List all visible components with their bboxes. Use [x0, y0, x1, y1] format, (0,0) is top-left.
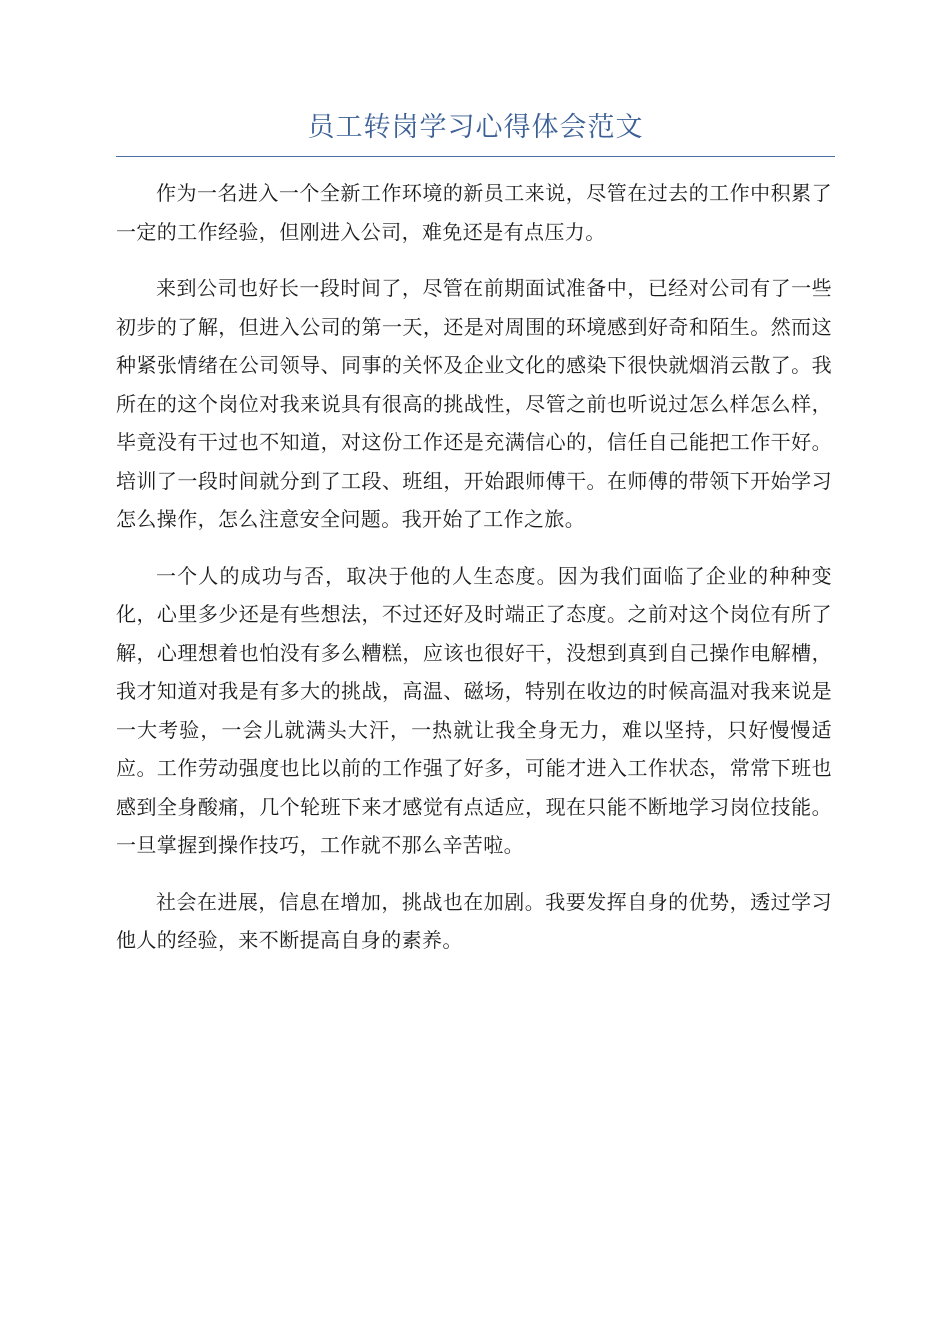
document-title: 员工转岗学习心得体会范文: [307, 112, 644, 143]
paragraph-2: 来到公司也好长一段时间了，尽管在前期面试准备中，已经对公司有了一些初步的了解，但进入公司的第一天，还是对周围的环境感到好奇和陌生。然而这种紧张情绪在公司领导、同事的关怀及企业文化的感染下很快就烟消云散了。我所在的这个岗位对我来说具有很高的挑战性，尽管之前也听说过怎么样怎么样，毕竟没有干过也不知道，对这份工作还是充满信心的，信任自己能把工作干好。培训了一段时间就分到了工段、班组，开始跟师傅干。在师傅的带领下开始学习怎么操作，怎么注意安全问题。我开始了工作之旅。: [116, 276, 832, 531]
document-body: [116, 174, 832, 978]
title-block: [116, 108, 835, 157]
paragraph-3: 一个人的成功与否，取决于他的人生态度。因为我们面临了企业的种种变化，心里多少还是有些想法，不过还好及时端正了态度。之前对这个岗位有所了解，心理想着也怕没有多么糟糕，应该也很好干，没想到真到自己操作电解槽，我才知道对我是有多大的挑战，高温、磁场，特别在收边的时候高温对我来说是一大考验，一会儿就满头大汗，一热就让我全身无力，难以坚持，只好慢慢适应。工作劳动强度也比以前的工作强了好多，可能才进入工作状态，常常下班也感到全身酸痛，几个轮班下来才感觉有点适应，现在只能不断地学习岗位技能。一旦掌握到操作技巧，工作就不那么辛苦啦。: [116, 563, 832, 857]
paragraph-1: 作为一名进入一个全新工作环境的新员工来说，尽管在过去的工作中积累了一定的工作经验，但刚进入公司，难免还是有点压力。: [116, 181, 832, 244]
paragraph-4: 社会在进展，信息在增加，挑战也在加剧。我要发挥自身的优势，透过学习他人的经验，来不断提高自身的素养。: [116, 889, 832, 952]
